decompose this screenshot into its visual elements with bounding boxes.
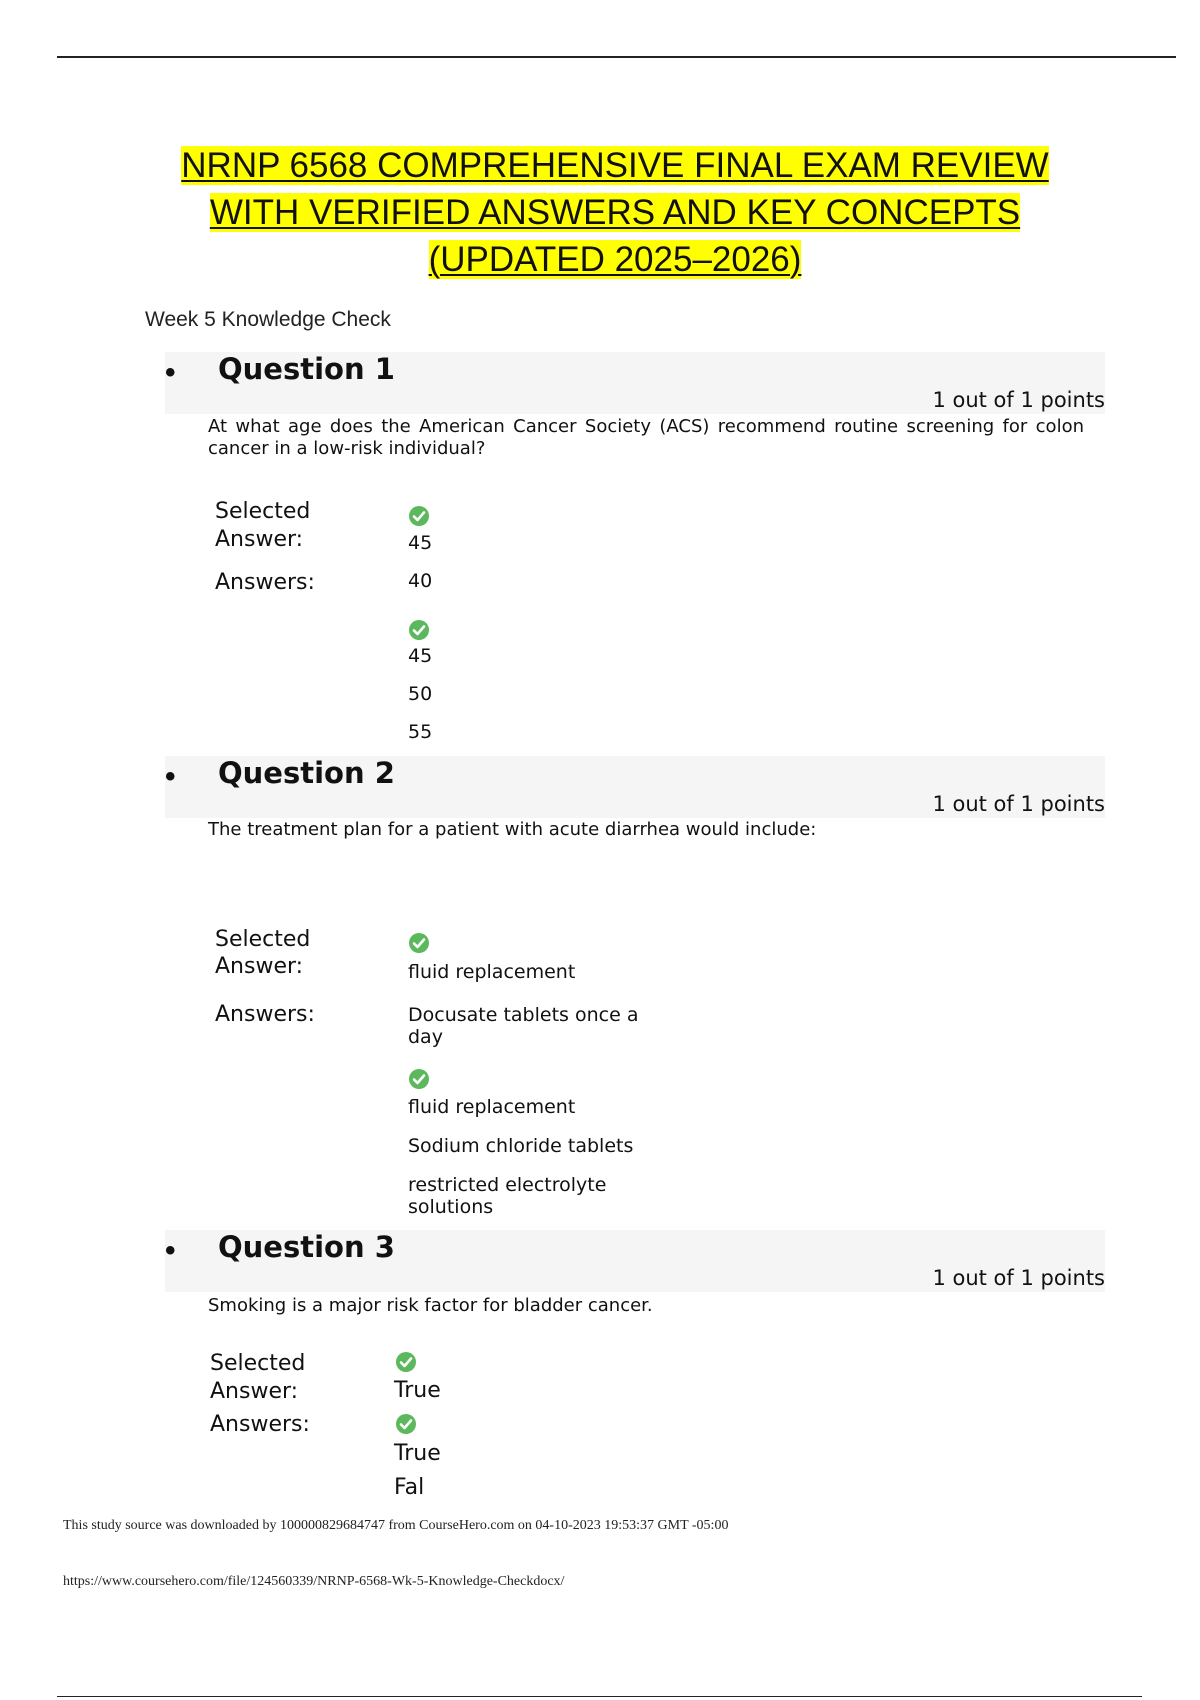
title-line-3: (UPDATED 2025–2026) [428,240,802,279]
question-1-text: At what age does the American Cancer Society (ACS) recommend routine screening for colon cancer in a low-risk individual? [208,416,1084,459]
source-footer: This study source was downloaded by 100000829684747 from CourseHero.com on 04-10-2023 19:53:37 GMT -05:00 [63,1518,729,1533]
question-2-title: Question 2 [218,756,395,790]
check-circle-icon [409,933,429,953]
question-2-header [165,756,1105,818]
selected-label: Selected [215,499,311,524]
answers-label: Answers: [210,1412,310,1437]
title-line-1: NRNP 6568 COMPREHENSIVE FINAL EXAM REVIEW [181,146,1049,185]
question-2-text: The treatment plan for a patient with acute diarrhea would include: [208,819,817,840]
bullet-icon: • [165,760,176,793]
check-circle-icon [396,1352,416,1372]
bottom-rule [57,1696,1142,1697]
question-1-answer-option: 45 [408,645,433,667]
title-line-2: WITH VERIFIED ANSWERS AND KEY CONCEPTS [209,193,1021,232]
question-2-selected-answer: fluid replacement [408,961,576,983]
question-1-answer-option: 55 [408,721,433,743]
question-1-answer-option: 40 [408,570,433,592]
question-1-answer-option: 50 [408,683,433,705]
bullet-icon: • [165,356,176,389]
question-3-text: Smoking is a major risk factor for bladder cancer. [208,1295,653,1316]
check-circle-icon [409,506,429,526]
bullet-icon: • [165,1234,176,1267]
source-url: https://www.coursehero.com/file/124560339/NRNP-6568-Wk-5-Knowledge-Checkdocx/ [63,1574,565,1589]
answers-label: Answers: [215,1002,315,1027]
question-2-answer-option: fluid replacement [408,1096,576,1118]
question-3-points: 1 out of 1 points [932,1266,1105,1290]
question-1-selected-answer: 45 [408,532,433,554]
document-title [150,142,1080,283]
answer-label: Answer: [215,527,304,552]
section-label: Week 5 Knowledge Check [145,308,391,331]
question-3-header [165,1230,1105,1292]
check-circle-icon [409,1069,429,1089]
selected-label: Selected [215,927,311,952]
selected-label: Selected [210,1351,306,1376]
question-1-title: Question 1 [218,352,395,386]
check-circle-icon [396,1414,416,1434]
check-circle-icon [409,620,429,640]
question-1-header [165,352,1105,414]
answers-label: Answers: [215,570,315,595]
question-2-answer-option: restricted electrolyte solutions [408,1174,607,1218]
question-3-selected-answer: True [394,1378,441,1403]
question-2-answer-option: Sodium chloride tablets [408,1135,634,1157]
top-rule [57,56,1176,58]
answer-label: Answer: [215,954,304,979]
question-2-points: 1 out of 1 points [932,792,1105,816]
question-2-answer-option: Docusate tablets once a day [408,1004,639,1048]
answer-label: Answer: [210,1379,299,1404]
question-3-title: Question 3 [218,1230,395,1264]
question-3-answer-option: Fal [394,1475,425,1500]
question-1-points: 1 out of 1 points [932,388,1105,412]
question-3-answer-option: True [394,1441,441,1466]
